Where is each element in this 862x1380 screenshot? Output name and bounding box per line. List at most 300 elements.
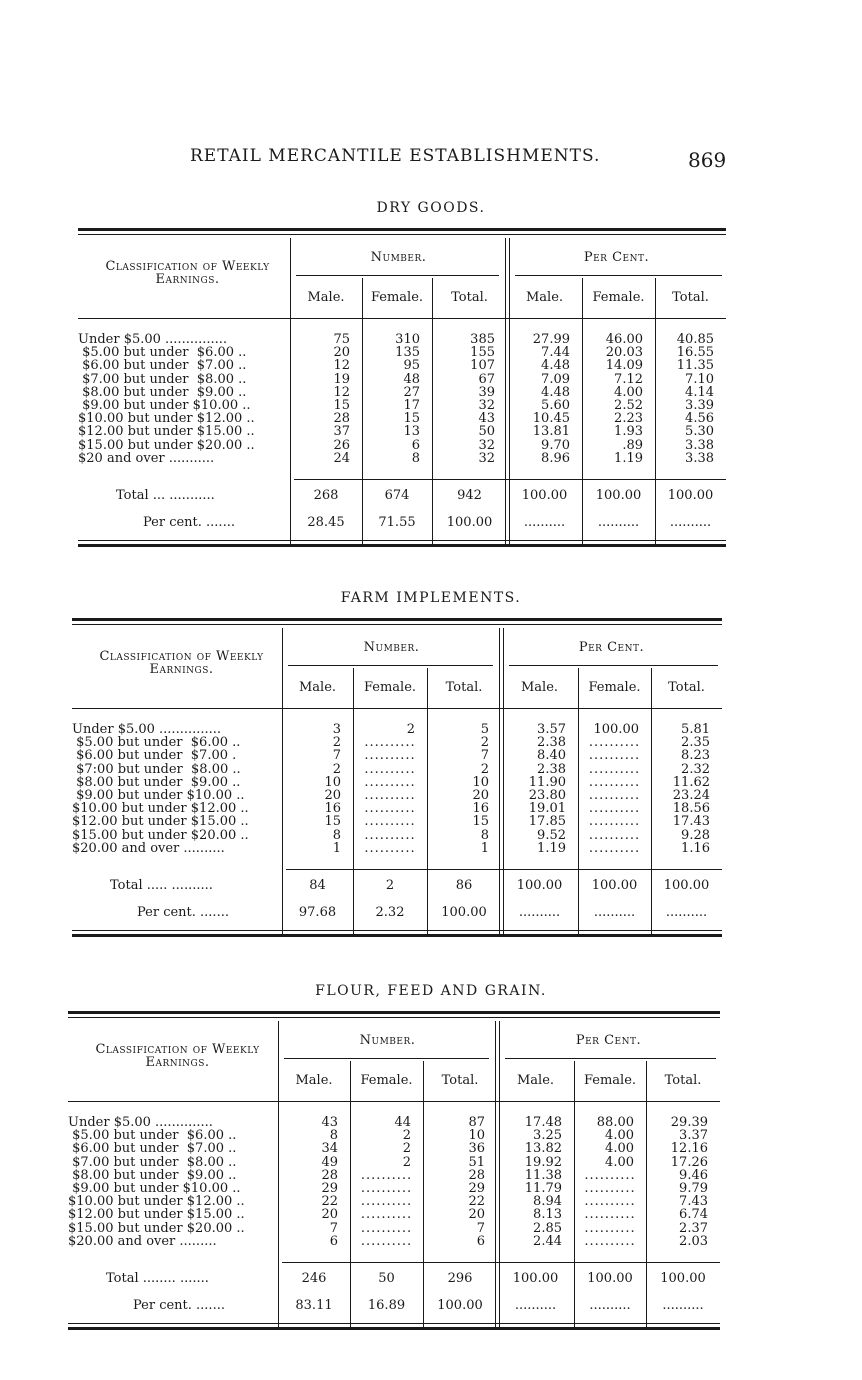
row-value-m: 75 — [333, 332, 350, 347]
number-header: Number. — [363, 640, 420, 655]
row-value-t: 1 — [480, 840, 489, 856]
percent-value-f: 2.32 — [375, 905, 405, 920]
row-value-f: .......... — [360, 1167, 413, 1183]
row-value-m: 7 — [332, 748, 341, 764]
row-value-pf: 4.00 — [605, 1128, 634, 1144]
row-value-pf: 46.00 — [605, 332, 643, 347]
percent-value-m: 83.11 — [295, 1298, 333, 1313]
row-value-pm: 8.13 — [533, 1207, 562, 1223]
row-label: $10.00 but under $12.00 .. — [68, 1194, 245, 1210]
row-value-f: 2 — [402, 1154, 411, 1170]
row-value-pm: 19.01 — [528, 801, 566, 817]
row-value-pt: 2.32 — [681, 761, 710, 777]
total-value-t: 86 — [455, 878, 473, 893]
row-value-t: 7 — [476, 1220, 485, 1236]
col-header-male-0: Male. — [295, 1073, 333, 1088]
row-value-pf: .......... — [584, 1207, 636, 1223]
row-value-m: 7 — [329, 1220, 338, 1236]
table-top-rule — [78, 228, 726, 231]
row-value-m: 20 — [333, 345, 350, 361]
total-value-m: 268 — [313, 488, 339, 503]
row-label: Under $5.00 .............. — [68, 1115, 213, 1130]
row-value-pt: 18.56 — [672, 801, 710, 817]
row-value-pt: 9.28 — [681, 827, 710, 843]
row-value-f: .......... — [360, 1194, 413, 1210]
row-value-pm: 7.44 — [541, 345, 570, 361]
row-value-pm: 2.38 — [537, 735, 566, 751]
row-value-t: 39 — [478, 384, 495, 400]
percent-subheader-rule — [509, 665, 718, 666]
col-header-female-1: Female. — [363, 680, 417, 695]
total-value-t: 296 — [447, 1271, 473, 1286]
table-bottom-rule — [72, 934, 722, 937]
row-value-pt: 2.37 — [679, 1220, 708, 1236]
total-value-pt: 100.00 — [660, 1271, 706, 1286]
table-top-rule-inner — [78, 234, 726, 235]
row-value-t: 10 — [472, 774, 489, 790]
row-label: $6.00 but under $7.00 . — [72, 748, 237, 764]
row-value-pf: 2.23 — [614, 411, 643, 427]
table-bottom-rule-inner — [72, 930, 722, 931]
row-value-pm: 10.45 — [532, 411, 570, 427]
total-value-pt: 100.00 — [663, 878, 710, 893]
row-value-pm: 9.52 — [537, 827, 566, 843]
row-value-m: 26 — [333, 437, 350, 453]
row-label: $5.00 but under $6.00 .. — [68, 1128, 237, 1144]
row-value-pf: .......... — [584, 1233, 636, 1249]
row-value-t: 8 — [480, 827, 489, 843]
row-value-t: 36 — [468, 1141, 485, 1157]
row-value-m: 24 — [333, 450, 350, 466]
row-label: $8.00 but under $9.00 .. — [68, 1167, 237, 1183]
row-value-pm: 3.57 — [537, 722, 566, 737]
row-value-pt: 40.85 — [676, 332, 714, 347]
total-label: Total ..... .......... — [110, 878, 213, 893]
row-value-m: 37 — [333, 424, 350, 440]
row-value-pm: 13.82 — [524, 1141, 562, 1157]
row-value-t: 87 — [468, 1115, 485, 1130]
row-value-f: .......... — [364, 774, 416, 790]
percent-value-pm: .......... — [523, 515, 566, 530]
row-label: $10.00 but under $12.00 .. — [72, 801, 249, 817]
row-value-pt: 11.62 — [672, 774, 710, 790]
row-value-m: 1 — [332, 840, 341, 856]
row-value-t: 5 — [480, 722, 489, 737]
percent-value-m: 28.45 — [307, 515, 345, 530]
row-value-m: 34 — [321, 1141, 338, 1157]
row-value-pm: 1.19 — [537, 840, 566, 856]
row-value-t: 385 — [470, 332, 495, 347]
row-value-pt: 9.46 — [679, 1167, 708, 1183]
row-value-pt: 29.39 — [670, 1115, 708, 1130]
row-value-pt: 7.10 — [685, 371, 714, 387]
table-section-1 — [0, 590, 862, 950]
table-bottom-rule-inner — [78, 540, 726, 541]
percent-value-pm: .......... — [514, 1298, 557, 1313]
total-value-pm: 100.00 — [521, 488, 568, 503]
row-value-m: 28 — [321, 1167, 338, 1183]
row-value-pf: .......... — [588, 840, 641, 856]
row-value-t: 20 — [468, 1207, 485, 1223]
col-header-female-4: Female. — [583, 1073, 637, 1088]
row-value-t: 16 — [472, 801, 489, 817]
row-label: $8.00 but under $9.00 .. — [78, 384, 247, 400]
col-header-male-3: Male. — [525, 290, 564, 305]
row-value-pf: 1.19 — [614, 450, 643, 466]
col-header-total-5: Total. — [672, 290, 709, 305]
row-value-t: 7 — [480, 748, 489, 764]
row-value-pf: 20.03 — [605, 345, 643, 361]
row-value-t: 28 — [468, 1167, 485, 1183]
col-header-female-1: Female. — [360, 1073, 413, 1088]
row-value-pm: 8.40 — [537, 748, 566, 764]
col-header-total-5: Total. — [664, 1073, 702, 1088]
table-top-rule-inner — [68, 1017, 720, 1018]
row-value-t: 15 — [472, 814, 489, 830]
row-value-pf: .......... — [588, 774, 641, 790]
table-section-0 — [0, 200, 862, 560]
row-value-pm: 2.38 — [537, 761, 566, 777]
row-value-t: 32 — [478, 450, 495, 466]
percent-value-pt: .......... — [662, 1298, 704, 1313]
row-value-pf: .89 — [622, 437, 643, 453]
col-header-total-2: Total. — [445, 680, 483, 695]
row-value-pf: 4.00 — [605, 1141, 634, 1157]
percent-value-m: 97.68 — [298, 905, 337, 920]
row-value-t: 155 — [470, 345, 495, 361]
percent-value-pf: .......... — [593, 905, 636, 920]
classification-header: Classification of Weekly Earnings. — [105, 259, 270, 287]
row-value-pm: 19.92 — [524, 1154, 562, 1170]
per-cent-header: Per Cent. — [583, 250, 650, 265]
row-label: $15.00 but under $20.00 .. — [68, 1220, 245, 1236]
row-label: $7:00 but under $8.00 .. — [72, 761, 241, 777]
col-header-female-4: Female. — [588, 680, 641, 695]
row-value-f: 95 — [403, 358, 420, 374]
row-value-f: 17 — [403, 398, 420, 413]
row-value-pf: 4.00 — [614, 384, 643, 400]
total-value-pm: 100.00 — [512, 1271, 559, 1286]
row-value-f: .......... — [364, 827, 416, 843]
row-label: $5.00 but under $6.00 .. — [72, 735, 241, 751]
row-value-m: 3 — [332, 722, 341, 737]
row-value-pt: 6.74 — [679, 1207, 708, 1223]
row-value-pf: .......... — [588, 788, 641, 803]
row-value-f: .......... — [364, 761, 416, 777]
row-label: $12.00 but under $15.00 .. — [78, 424, 255, 440]
percent-value-pt: .......... — [669, 515, 712, 530]
row-value-pt: 5.30 — [685, 424, 714, 440]
row-label: $20.00 and over .......... — [72, 840, 225, 856]
percent-value-pf: .......... — [589, 1298, 631, 1313]
row-value-f: .......... — [360, 1233, 413, 1249]
number-subheader-rule — [284, 1058, 489, 1059]
row-value-pm: 23.80 — [528, 788, 566, 803]
row-value-pm: 17.48 — [524, 1115, 562, 1130]
section-title: DRY GOODS. — [376, 200, 486, 216]
row-value-f: 2 — [402, 1128, 411, 1144]
row-value-pm: 4.48 — [541, 358, 570, 374]
table-top-rule — [68, 1011, 720, 1014]
col-header-total-2: Total. — [441, 1073, 479, 1088]
row-value-m: 28 — [333, 411, 350, 427]
row-value-pt: 3.39 — [685, 398, 714, 413]
percent-value-f: 16.89 — [367, 1298, 406, 1313]
row-value-pm: 11.79 — [524, 1181, 562, 1196]
total-value-pm: 100.00 — [516, 878, 563, 893]
row-value-pt: 12.16 — [670, 1141, 708, 1157]
row-value-pt: 9.79 — [679, 1181, 708, 1196]
row-value-f: .......... — [364, 748, 416, 764]
total-rule — [282, 1262, 720, 1263]
row-value-t: 43 — [478, 411, 495, 427]
col-header-female-4: Female. — [592, 290, 645, 305]
row-value-t: 107 — [470, 358, 495, 374]
row-value-pt: 4.56 — [685, 411, 714, 427]
row-value-t: 6 — [476, 1233, 485, 1249]
row-value-m: 2 — [332, 761, 341, 777]
header-bottom-rule — [68, 1101, 720, 1102]
row-value-pf: 88.00 — [596, 1115, 634, 1130]
row-label: $5.00 but under $6.00 .. — [78, 345, 247, 361]
total-label: Total ... ........... — [116, 488, 215, 503]
row-value-m: 15 — [333, 398, 350, 413]
row-value-m: 8 — [329, 1128, 338, 1144]
row-value-pt: 3.37 — [679, 1128, 708, 1144]
row-label: $7.00 but under $8.00 .. — [78, 371, 247, 387]
row-label: $6.00 but under $7.00 .. — [78, 358, 247, 374]
percent-value-t: 100.00 — [446, 515, 493, 530]
row-value-pt: 2.35 — [681, 735, 710, 751]
col-header-female-1: Female. — [370, 290, 424, 305]
row-value-pt: 2.03 — [679, 1233, 708, 1249]
row-value-f: 27 — [403, 384, 420, 400]
row-value-f: 2 — [402, 1141, 411, 1157]
row-value-pm: 2.44 — [533, 1233, 562, 1249]
row-value-t: 10 — [468, 1128, 485, 1144]
percent-value-f: 71.55 — [378, 515, 416, 530]
total-value-pt: 100.00 — [667, 488, 714, 503]
row-value-m: 49 — [321, 1154, 338, 1170]
row-value-f: 15 — [403, 411, 420, 427]
page-number: 869 — [688, 148, 727, 172]
percent-value-t: 100.00 — [441, 905, 487, 920]
number-subheader-rule — [296, 275, 499, 276]
row-value-pf: 100.00 — [593, 722, 639, 737]
total-value-pf: 100.00 — [595, 488, 642, 503]
row-value-pf: .......... — [588, 801, 641, 817]
row-label: $12.00 but under $15.00 .. — [72, 814, 249, 830]
row-value-m: 6 — [329, 1233, 338, 1249]
row-label: $20.00 and over ......... — [68, 1233, 217, 1249]
row-value-pt: 8.23 — [681, 748, 710, 764]
row-value-pt: 17.43 — [672, 814, 710, 830]
row-value-pt: 23.24 — [672, 788, 710, 803]
row-label: $15.00 but under $20.00 .. — [78, 437, 255, 453]
row-value-m: 20 — [321, 1207, 338, 1223]
row-value-f: 48 — [403, 371, 420, 387]
row-value-f: 8 — [411, 450, 420, 466]
col-header-total-2: Total. — [451, 290, 488, 305]
row-value-m: 12 — [333, 358, 350, 374]
row-label: $20 and over ........... — [78, 450, 215, 466]
row-value-pf: .......... — [584, 1181, 636, 1196]
row-label: $10.00 but under $12.00 .. — [78, 411, 255, 427]
row-value-f: .......... — [360, 1181, 413, 1196]
row-value-pf: 7.12 — [614, 371, 643, 387]
row-value-t: 20 — [472, 788, 489, 803]
row-value-f: .......... — [364, 788, 416, 803]
row-value-m: 15 — [324, 814, 341, 830]
row-value-pm: 11.90 — [528, 774, 566, 790]
section-title: FLOUR, FEED AND GRAIN. — [315, 983, 547, 999]
row-value-pm: 13.81 — [532, 424, 570, 440]
row-value-pf: .......... — [584, 1194, 636, 1210]
row-value-pf: .......... — [584, 1167, 636, 1183]
number-header: Number. — [370, 250, 427, 265]
row-value-t: 32 — [478, 437, 495, 453]
row-value-pt: 17.26 — [670, 1154, 708, 1170]
row-value-pt: 3.38 — [685, 450, 714, 466]
percent-value-t: 100.00 — [437, 1298, 483, 1313]
table-bottom-rule — [68, 1327, 720, 1330]
row-value-m: 43 — [321, 1115, 338, 1130]
total-value-t: 942 — [457, 488, 482, 503]
row-label: $9.00 but under $10.00 .. — [68, 1181, 241, 1196]
row-value-f: .......... — [364, 735, 416, 751]
row-value-pf: .......... — [588, 814, 641, 830]
row-value-pf: .......... — [584, 1220, 636, 1236]
row-value-t: 67 — [478, 371, 495, 387]
row-value-pf: 1.93 — [614, 424, 643, 440]
row-label: $8.00 but under $9.00 .. — [72, 774, 241, 790]
row-value-m: 8 — [332, 827, 341, 843]
per-cent-header: Per Cent. — [578, 640, 645, 655]
row-value-m: 29 — [321, 1181, 338, 1196]
row-value-f: .......... — [360, 1207, 413, 1223]
total-value-pf: 100.00 — [591, 878, 638, 893]
row-value-f: .......... — [364, 840, 416, 856]
page-header — [0, 146, 862, 176]
col-header-total-5: Total. — [668, 680, 705, 695]
row-value-t: 32 — [478, 398, 495, 413]
row-value-pm: 17.85 — [528, 814, 566, 830]
row-value-pm: 8.94 — [533, 1194, 562, 1210]
row-value-pf: 14.09 — [605, 358, 643, 374]
col-header-male-3: Male. — [520, 680, 559, 695]
row-label: $12.00 but under $15.00 .. — [68, 1207, 245, 1223]
table-bottom-rule-inner — [68, 1323, 720, 1324]
total-rule — [286, 869, 722, 870]
total-value-m: 246 — [301, 1271, 327, 1286]
row-label: Under $5.00 ............... — [72, 722, 222, 737]
row-value-t: 2 — [480, 761, 489, 777]
row-value-f: 135 — [395, 345, 420, 361]
total-value-pf: 100.00 — [587, 1271, 633, 1286]
row-value-f: 44 — [394, 1115, 411, 1130]
row-value-t: 51 — [468, 1154, 485, 1170]
row-label: $9.00 but under $10.00 .. — [72, 788, 245, 803]
percent-label: Per cent. ....... — [137, 905, 229, 920]
percent-value-pf: .......... — [597, 515, 640, 530]
row-value-m: 2 — [332, 735, 341, 751]
table-top-rule — [72, 618, 722, 621]
percent-label: Per cent. ....... — [143, 515, 235, 530]
total-label: Total ........ ....... — [106, 1271, 209, 1286]
row-value-pt: 11.35 — [676, 358, 714, 374]
percent-subheader-rule — [515, 275, 722, 276]
row-value-pt: 1.16 — [681, 840, 710, 856]
row-value-f: .......... — [364, 801, 416, 817]
table-section-2 — [0, 983, 862, 1343]
row-label: $6.00 but under $7.00 .. — [68, 1141, 237, 1157]
col-header-male-0: Male. — [298, 680, 337, 695]
table-bottom-rule — [78, 544, 726, 547]
row-value-pm: 27.99 — [532, 332, 570, 347]
row-label: Under $5.00 ............... — [78, 332, 228, 347]
row-value-f: .......... — [364, 814, 416, 830]
total-value-m: 84 — [309, 878, 326, 893]
row-value-pf: .......... — [588, 761, 641, 777]
row-value-pt: 3.38 — [685, 437, 714, 453]
row-value-m: 20 — [324, 788, 341, 803]
row-label: $15.00 but under $20.00 .. — [72, 827, 249, 843]
row-value-pf: .......... — [588, 827, 641, 843]
percent-value-pm: .......... — [518, 905, 561, 920]
total-value-f: 674 — [384, 488, 410, 503]
row-value-pt: 7.43 — [679, 1194, 708, 1210]
classification-header: Classification of Weekly Earnings. — [95, 1042, 260, 1070]
row-value-pm: 5.60 — [541, 398, 570, 413]
row-value-m: 10 — [324, 774, 341, 790]
per-cent-header: Per Cent. — [575, 1033, 642, 1048]
header-bottom-rule — [78, 318, 726, 319]
total-value-f: 2 — [385, 878, 395, 893]
row-value-pm: 8.96 — [541, 450, 570, 466]
row-value-f: .......... — [360, 1220, 413, 1236]
row-value-m: 12 — [333, 384, 350, 400]
running-title: RETAIL MERCANTILE ESTABLISHMENTS. — [190, 146, 601, 166]
classification-header: Classification of Weekly Earnings. — [99, 649, 264, 677]
row-value-pf: 4.00 — [605, 1154, 634, 1170]
total-rule — [294, 479, 726, 480]
number-header: Number. — [359, 1033, 416, 1048]
percent-subheader-rule — [505, 1058, 716, 1059]
row-value-pt: 5.81 — [681, 722, 710, 737]
row-value-pm: 4.48 — [541, 384, 570, 400]
row-value-pm: 11.38 — [524, 1167, 562, 1183]
row-value-pm: 2.85 — [533, 1220, 562, 1236]
row-value-f: 13 — [403, 424, 420, 440]
row-label: $9.00 but under $10.00 .. — [78, 398, 251, 413]
percent-label: Per cent. ....... — [133, 1298, 225, 1313]
row-value-m: 19 — [333, 371, 350, 387]
row-value-pf: 2.52 — [614, 398, 643, 413]
row-value-t: 22 — [468, 1194, 485, 1210]
row-value-f: 6 — [411, 437, 420, 453]
row-value-t: 50 — [478, 424, 495, 440]
col-header-male-3: Male. — [516, 1073, 555, 1088]
row-value-f: 310 — [395, 332, 420, 347]
row-value-m: 22 — [321, 1194, 338, 1210]
row-value-pf: .......... — [588, 735, 641, 751]
row-value-m: 16 — [324, 801, 341, 817]
row-value-f: 2 — [406, 722, 415, 737]
row-value-t: 29 — [468, 1181, 485, 1196]
total-value-f: 50 — [378, 1271, 395, 1286]
row-label: $7.00 but under $8.00 .. — [68, 1154, 237, 1170]
percent-value-pt: .......... — [665, 905, 708, 920]
